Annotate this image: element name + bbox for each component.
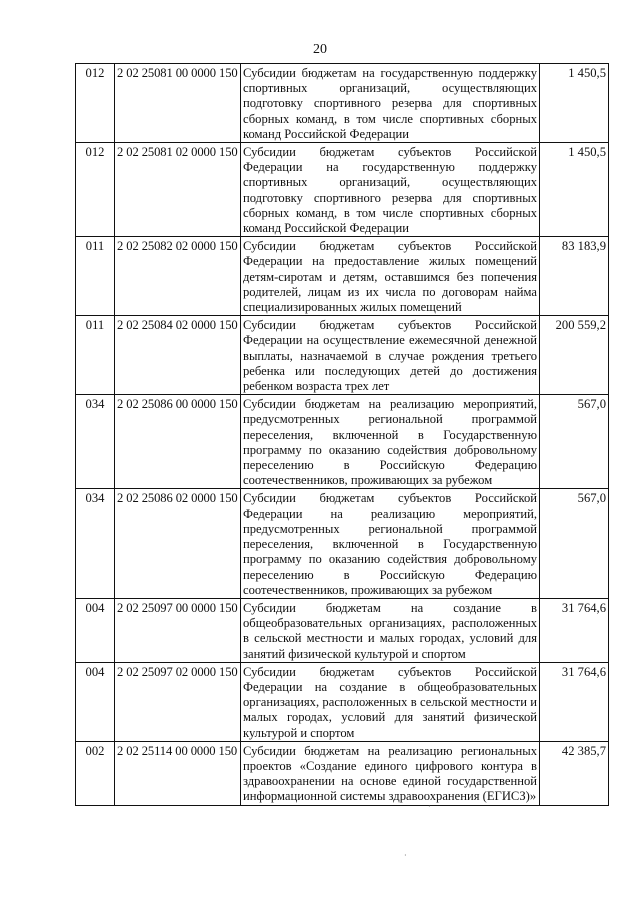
amount-cell: 567,0: [540, 395, 609, 489]
admin-code-cell: 004: [76, 662, 115, 741]
admin-code-cell: 011: [76, 237, 115, 316]
revenue-name-cell: Субсидии бюджетам субъектов Российской Федерации на предоставление жилых помещений детям-сиротам и детям, оставшимся без попечения родителей, лицам из их числа по договорам найма специализированных жилых помещений: [241, 237, 540, 316]
table-row: [76, 598, 609, 662]
admin-code-cell: 012: [76, 143, 115, 237]
revenue-name-cell: Субсидии бюджетам на реализацию региональных проектов «Создание единого цифрового контура в здравоохранении на основе единой государственной информационной системы здравоохранения (ЕГИСЗ)»: [241, 741, 540, 805]
scan-speck: ·: [428, 802, 431, 811]
table-row: [76, 395, 609, 489]
table-row: [76, 316, 609, 395]
budget-classification-code-cell: 2 02 25086 02 0000 150: [115, 489, 241, 598]
revenue-name-cell: Субсидии бюджетам субъектов Российской Федерации на осуществление ежемесячной денежной выплаты, назначаемой в случае рождения третьего ребенка или последующих детей до достижения ребенком возраста трех лет: [241, 316, 540, 395]
admin-code-cell: 034: [76, 395, 115, 489]
budget-classification-code-cell: 2 02 25086 00 0000 150: [115, 395, 241, 489]
page-number: 20: [313, 42, 327, 57]
admin-code-cell: 034: [76, 489, 115, 598]
budget-revenue-table: [75, 63, 609, 806]
budget-classification-code-cell: 2 02 25081 02 0000 150: [115, 143, 241, 237]
amount-cell: 83 183,9: [540, 237, 609, 316]
amount-cell: 567,0: [540, 489, 609, 598]
budget-classification-code-cell: 2 02 25097 00 0000 150: [115, 598, 241, 662]
admin-code-cell: 011: [76, 316, 115, 395]
table-row: [76, 64, 609, 143]
amount-cell: 1 450,5: [540, 64, 609, 143]
amount-cell: 200 559,2: [540, 316, 609, 395]
table-row: [76, 143, 609, 237]
table-row: [76, 237, 609, 316]
amount-cell: 31 764,6: [540, 662, 609, 741]
amount-cell: 42 385,7: [540, 741, 609, 805]
table-row: [76, 662, 609, 741]
admin-code-cell: 002: [76, 741, 115, 805]
amount-cell: 31 764,6: [540, 598, 609, 662]
scan-speck: ·: [404, 851, 407, 860]
budget-classification-code-cell: 2 02 25097 02 0000 150: [115, 662, 241, 741]
admin-code-cell: 004: [76, 598, 115, 662]
budget-classification-code-cell: 2 02 25081 00 0000 150: [115, 64, 241, 143]
revenue-name-cell: Субсидии бюджетам на реализацию мероприятий, предусмотренных региональной программой переселения, включенной в Государственную программу по оказанию содействия добровольному переселению в Российскую Федерацию соотечественников, проживающих за рубежом: [241, 395, 540, 489]
amount-cell: 1 450,5: [540, 143, 609, 237]
table-row: [76, 741, 609, 805]
revenue-name-cell: Субсидии бюджетам на создание в общеобразовательных организациях, расположенных в сельской местности и малых городах, условий для занятий физической культурой и спортом: [241, 598, 540, 662]
budget-classification-code-cell: 2 02 25084 02 0000 150: [115, 316, 241, 395]
revenue-name-cell: Субсидии бюджетам субъектов Российской Федерации на реализацию мероприятий, предусмотренных региональной программой переселения, включенной в Государственную программу по оказанию содействия добровольному переселению в Российскую Федерацию соотечественников, проживающих за рубежом: [241, 489, 540, 598]
revenue-name-cell: Субсидии бюджетам субъектов Российской Федерации на создание в общеобразовательных организациях, расположенных в сельской местности и малых городах, условий для занятий физической культурой и спортом: [241, 662, 540, 741]
revenue-name-cell: Субсидии бюджетам на государственную поддержку спортивных организаций, осуществляющих подготовку спортивного резерва для спортивных сборных команд, в том числе спортивных сборных команд Российской Федерации: [241, 64, 540, 143]
revenue-name-cell: Субсидии бюджетам субъектов Российской Федерации на государственную поддержку спортивных организаций, осуществляющих подготовку спортивного резерва для спортивных сборных команд, в том числе спортивных сборных команд Российской Федерации: [241, 143, 540, 237]
budget-classification-code-cell: 2 02 25082 02 0000 150: [115, 237, 241, 316]
admin-code-cell: 012: [76, 64, 115, 143]
table-row: [76, 489, 609, 598]
budget-classification-code-cell: 2 02 25114 00 0000 150: [115, 741, 241, 805]
